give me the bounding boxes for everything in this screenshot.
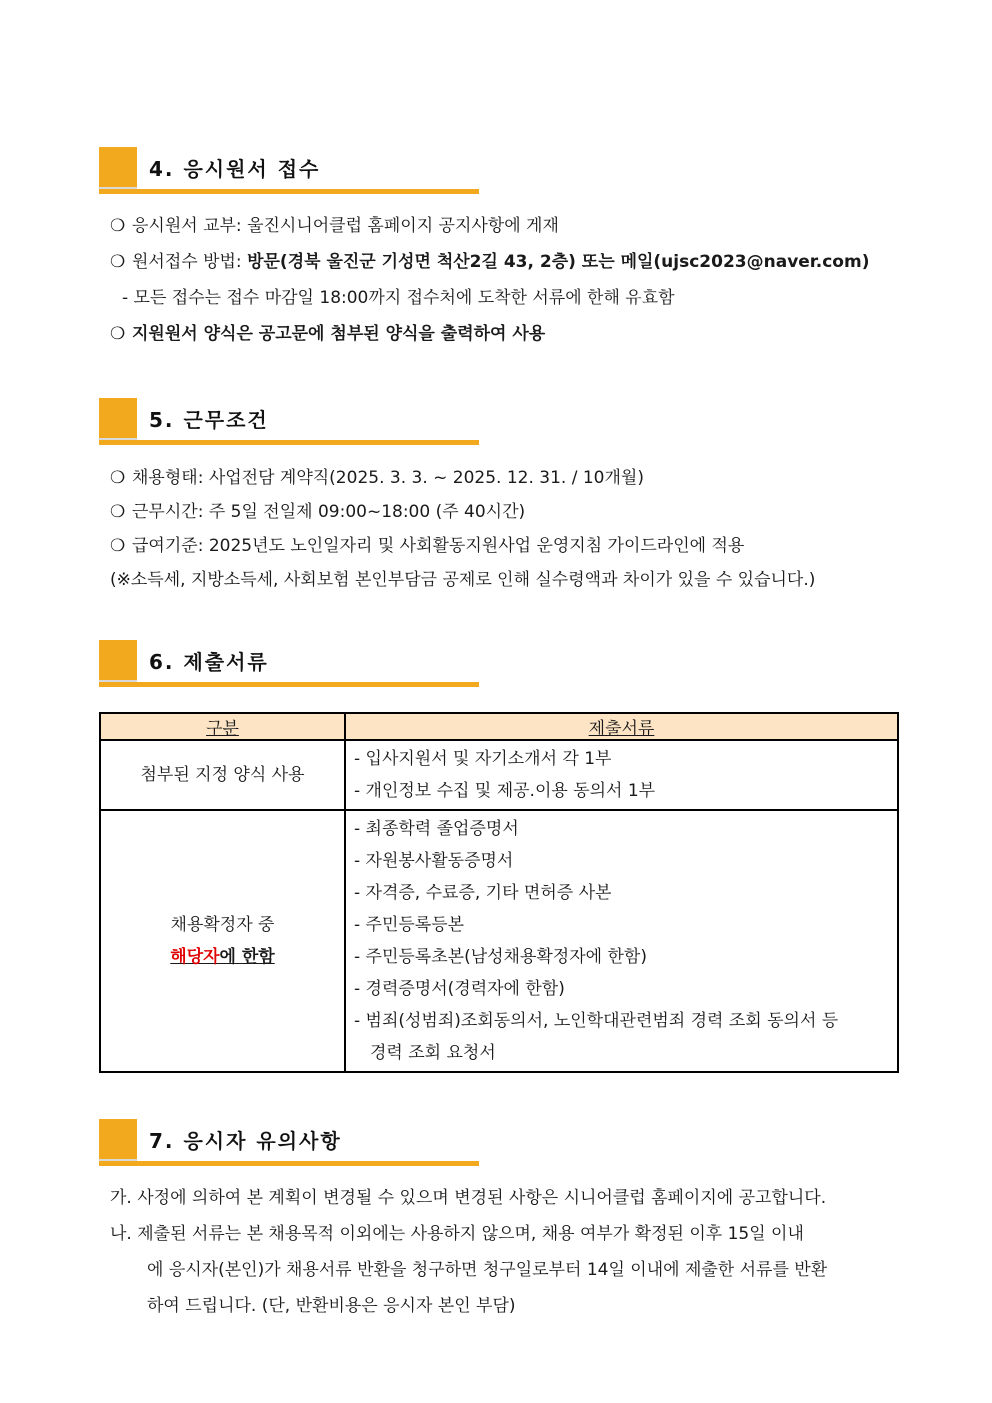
section-5-note: (※소득세, 지방소득세, 사회보험 본인부담금 공제로 인해 실수령액과 차이가 있을 수 있습니다.) (110, 570, 816, 590)
section-underline (99, 1161, 479, 1166)
list-item: - 자격증, 수료증, 기타 면허증 사본 (354, 883, 612, 903)
section-underline (99, 682, 479, 687)
list-item: - 주민등록등본 (354, 915, 465, 935)
circle-bullet-icon: ❍ (110, 468, 126, 488)
highlight-text: 해당자 (170, 947, 220, 967)
row-2-items (345, 810, 898, 1072)
table-header-row (100, 713, 898, 740)
note-1: 가. 사정에 의하여 본 계획이 변경될 수 있으며 변경된 사항은 시니어클럽 홈페이지에 공고합니다. (110, 1188, 827, 1208)
section-7-header (99, 1119, 479, 1169)
section-4-title: 4. 응시원서 접수 (149, 157, 321, 181)
row-1-category: 첨부된 지정 양식 사용 (100, 740, 345, 810)
list-item: - 최종학력 졸업증명서 (354, 819, 519, 839)
section-underline (99, 440, 479, 445)
section-5-line-1: ❍ 채용형태: 사업전담 계약직(2025. 3. 3. ~ 2025. 12. 31. / 10개월) (110, 468, 644, 488)
list-item: - 자원봉사활동증명서 (354, 851, 514, 871)
header-documents: 제출서류 (345, 713, 898, 740)
list-item: - 경력증명서(경력자에 한함) (354, 979, 565, 999)
table-row (100, 810, 898, 1072)
list-item: - 개인정보 수집 및 제공.이용 동의서 1부 (354, 781, 656, 801)
section-underline (99, 189, 479, 194)
section-4-header (99, 147, 479, 197)
section-4-line-4: ❍ 지원원서 양식은 공고문에 첨부된 양식을 출력하여 사용 (110, 324, 546, 344)
circle-bullet-icon: ❍ (110, 502, 126, 522)
section-6-header (99, 640, 479, 690)
section-5-header (99, 398, 479, 448)
section-7-notes (110, 1180, 827, 1324)
circle-bullet-icon: ❍ (110, 536, 126, 556)
header-category: 구분 (100, 713, 345, 740)
note-2: 나. 제출된 서류는 본 채용목적 이외에는 사용하지 않으며, 채용 여부가 확정된 이후 15일 이내 (110, 1224, 804, 1244)
section-4-line-1: ❍ 응시원서 교부: 울진시니어클럽 홈페이지 공지사항에 게재 (110, 216, 559, 236)
section-4-line-2: ❍ 원서접수 방법: 방문(경북 울진군 기성면 척산2길 43, 2층) 또는 메일(ujsc2023@naver.com) (110, 252, 870, 272)
note-2-continued: 에 응시자(본인)가 채용서류 반환을 청구하면 청구일로부터 14일 이내에 제출한 서류를 반환 (147, 1260, 828, 1280)
circle-bullet-icon: ❍ (110, 252, 126, 272)
note-2-continued: 하여 드립니다. (단, 반환비용은 응시자 본인 부담) (147, 1296, 516, 1316)
section-6-title: 6. 제출서류 (149, 650, 269, 674)
documents-table (99, 712, 899, 1073)
list-item: - 주민등록초본(남성채용확정자에 한함) (354, 947, 647, 967)
section-5-title: 5. 근무조건 (149, 408, 269, 432)
section-5-line-2: ❍ 근무시간: 주 5일 전일제 09:00~18:00 (주 40시간) (110, 502, 526, 522)
section-4-line-3: - 모든 접수는 접수 마감일 18:00까지 접수처에 도착한 서류에 한해 유효함 (122, 288, 675, 308)
section-5-line-3: ❍ 급여기준: 2025년도 노인일자리 및 사회활동지원사업 운영지침 가이드라인에 적용 (110, 536, 745, 556)
section-marker (99, 398, 137, 438)
list-item-continuation: 경력 조회 요청서 (370, 1043, 496, 1063)
circle-bullet-icon: ❍ (110, 216, 126, 236)
circle-bullet-icon: ❍ (110, 324, 126, 344)
table-row (100, 740, 898, 810)
section-7-title: 7. 응시자 유의사항 (149, 1129, 342, 1153)
row-1-items (345, 740, 898, 810)
section-marker (99, 147, 137, 187)
list-item: - 입사지원서 및 자기소개서 각 1부 (354, 749, 612, 769)
section-marker (99, 1119, 137, 1159)
section-marker (99, 640, 137, 680)
list-item: - 범죄(성범죄)조회동의서, 노인학대관련범죄 경력 조회 동의서 등 (354, 1011, 839, 1031)
row-2-category: 채용확정자 중 해당자에 한함 (100, 810, 345, 1072)
